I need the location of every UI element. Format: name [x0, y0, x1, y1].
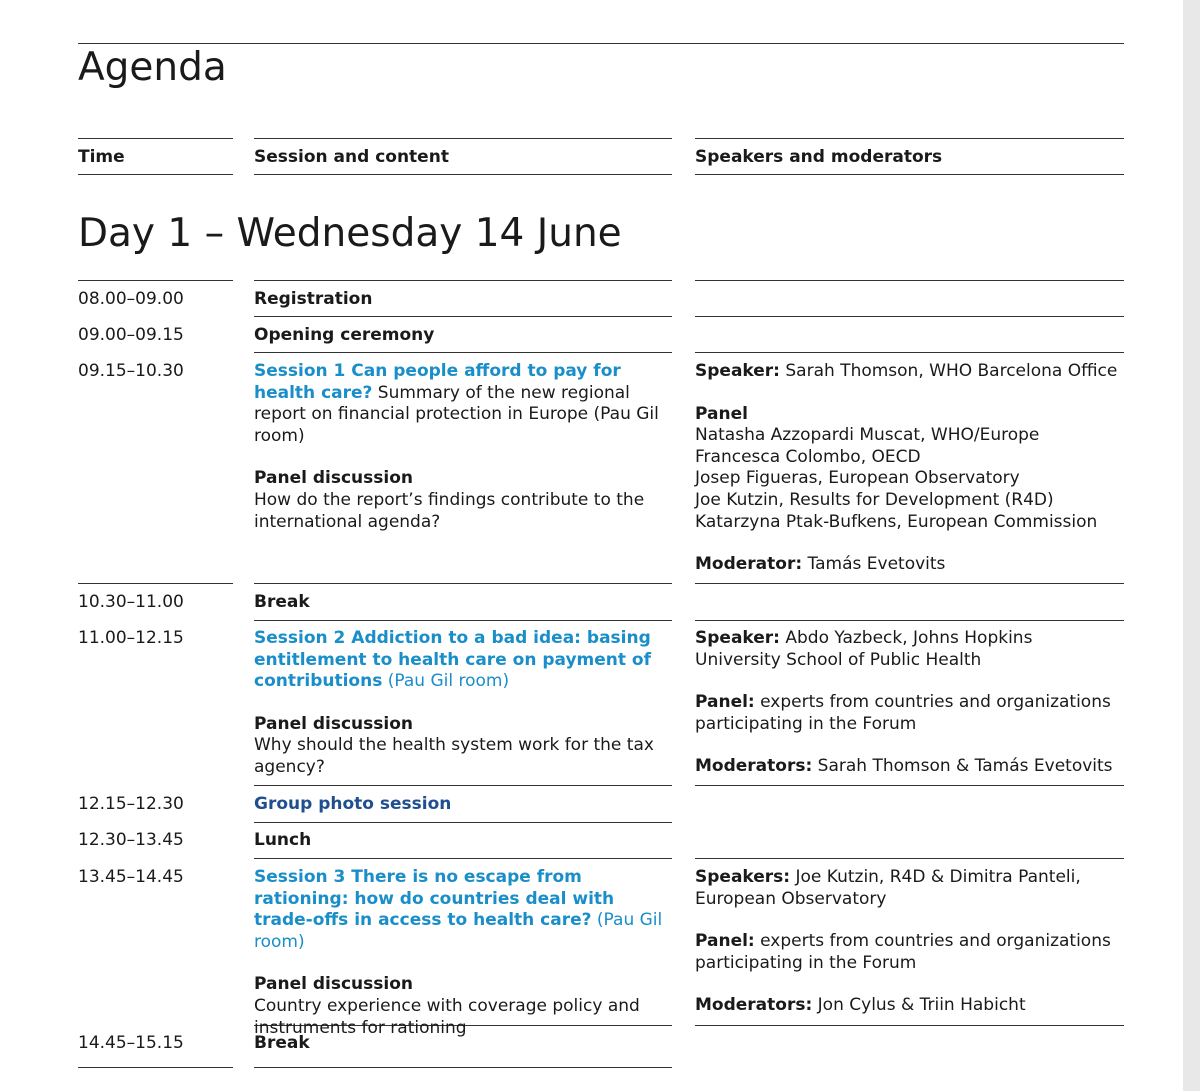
speaker-line: Speaker: Abdo Yazbeck, Johns Hopkins University School of Public Health — [695, 628, 1033, 670]
session-title: Registration — [254, 289, 373, 309]
session-content — [254, 361, 672, 533]
row-rule — [695, 1025, 1124, 1026]
session-link[interactable]: Session 1 Can people afford to pay for health care? — [254, 361, 621, 403]
row-rule — [695, 620, 1124, 621]
panel-label: Panel — [695, 403, 748, 424]
row-rule — [254, 620, 672, 621]
time-cell: 13.45–14.45 — [78, 867, 184, 887]
speakers-content — [695, 628, 1123, 778]
session-title: Break — [254, 1033, 310, 1053]
row-rule — [695, 280, 1124, 281]
panel-question: Why should the health system work for the tax agency? — [254, 735, 654, 777]
page-title: Agenda — [78, 45, 227, 90]
panel-line: Panel: experts from countries and organizations participating in the Forum — [695, 692, 1111, 734]
time-cell: 12.30–13.45 — [78, 830, 184, 850]
header-rule-time-bottom — [78, 174, 233, 175]
row-rule — [254, 1067, 672, 1068]
panel-heading: Panel discussion — [254, 713, 413, 734]
row-rule — [78, 583, 233, 584]
header-rule-time-top — [78, 138, 233, 139]
session-title[interactable]: Group photo session — [254, 794, 452, 814]
panel-heading: Panel discussion — [254, 468, 413, 489]
row-rule — [254, 822, 672, 823]
header-rule-speakers-bottom — [695, 174, 1124, 175]
session-link[interactable]: Session 2 Addiction to a bad idea: basing entitlement to health care on payment of contributions — [254, 628, 652, 692]
moderator-line: Moderators: Jon Cylus & Triin Habicht — [695, 995, 1026, 1016]
session-link[interactable]: Session 3 There is no escape from rationing: how do countries deal with trade-offs in access to health care? — [254, 867, 615, 931]
speakers-content — [695, 867, 1123, 1017]
row-rule — [78, 280, 233, 281]
panelist: Josep Figueras, European Observatory — [695, 468, 1020, 489]
time-cell: 09.00–09.15 — [78, 325, 184, 345]
session-description: Session 3 There is no escape from rationing: how do countries deal with trade-offs in access to health care? (Pau Gil room) — [254, 867, 663, 952]
session-title: Opening ceremony — [254, 325, 435, 345]
moderator-line: Moderator: Tamás Evetovits — [695, 554, 946, 575]
session-title: Lunch — [254, 830, 312, 850]
panelist: Francesca Colombo, OECD — [695, 446, 921, 467]
session-description: Session 2 Addiction to a bad idea: basing entitlement to health care on payment of contributions (Pau Gil room) — [254, 628, 652, 692]
session-content — [254, 867, 672, 1039]
row-rule — [695, 352, 1124, 353]
header-session: Session and content — [254, 147, 449, 167]
panel-question: Country experience with coverage policy and instruments for rationing — [254, 995, 640, 1038]
moderator-line: Moderators: Sarah Thomson & Tamás Evetovits — [695, 756, 1113, 777]
row-rule — [254, 785, 672, 786]
row-rule — [78, 1067, 233, 1068]
day-title: Day 1 – Wednesday 14 June — [78, 211, 622, 256]
time-cell: 10.30–11.00 — [78, 592, 184, 612]
panelist: Katarzyna Ptak-Bufkens, European Commission — [695, 511, 1098, 532]
session-content — [254, 628, 672, 779]
row-rule — [695, 316, 1124, 317]
header-rule-session-bottom — [254, 174, 672, 175]
row-rule — [254, 858, 672, 859]
row-rule — [254, 583, 672, 584]
speaker-line: Speaker: Sarah Thomson, WHO Barcelona Office — [695, 361, 1118, 381]
title-rule — [78, 43, 1124, 44]
time-cell: 11.00–12.15 — [78, 628, 184, 648]
header-speakers: Speakers and moderators — [695, 147, 943, 167]
panel-line: Panel: experts from countries and organizations participating in the Forum — [695, 931, 1111, 973]
page-edge — [1183, 0, 1200, 1091]
header-rule-session-top — [254, 138, 672, 139]
session-description: Session 1 Can people afford to pay for health care? Summary of the new regional report on financial protection in Europe (Pau Gil room) — [254, 361, 659, 446]
panel-question: How do the report’s findings contribute to the international agenda? — [254, 489, 645, 532]
row-rule — [695, 858, 1124, 859]
row-rule — [254, 280, 672, 281]
session-title: Break — [254, 592, 310, 612]
panelist: Natasha Azzopardi Muscat, WHO/Europe — [695, 425, 1040, 446]
row-rule — [254, 316, 672, 317]
panel-heading: Panel discussion — [254, 974, 413, 995]
header-time: Time — [78, 147, 125, 167]
time-cell: 08.00–09.00 — [78, 289, 184, 309]
time-cell: 09.15–10.30 — [78, 361, 184, 381]
row-rule — [695, 583, 1124, 584]
time-cell: 12.15–12.30 — [78, 794, 184, 814]
panelist: Joe Kutzin, Results for Development (R4D) — [695, 489, 1054, 510]
row-rule — [254, 352, 672, 353]
row-rule — [695, 785, 1124, 786]
time-cell: 14.45–15.15 — [78, 1033, 184, 1053]
speakers-content — [695, 361, 1123, 576]
header-rule-speakers-top — [695, 138, 1124, 139]
speaker-line: Speakers: Joe Kutzin, R4D & Dimitra Panteli, European Observatory — [695, 867, 1081, 909]
